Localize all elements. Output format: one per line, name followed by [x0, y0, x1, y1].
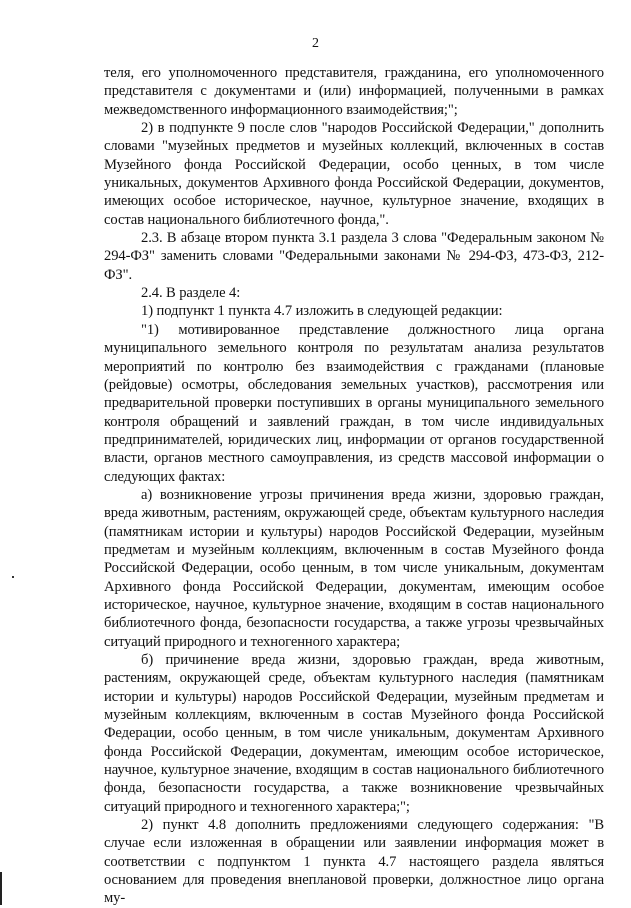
scan-mark	[12, 576, 14, 578]
paragraph-subitem-2-point-4-8: 2) пункт 4.8 дополнить предложениями следующего содержания: "В случае если изложенная в обращении или заявлении информация может в соответствии с подпунктом 1 пункта 4.7 настоящего раздела являться основанием для проведения внеплановой проверки, должностное лицо органа му-	[104, 817, 604, 907]
paragraph-continuation: теля, его уполномоченного представителя, гражданина, его уполномоченного представителя с документами и (или) информацией, полученными в рамках межведомственного информационного взаимодействия;";	[104, 65, 604, 118]
paragraph-2-4: 2.4. В разделе 4:	[141, 285, 241, 302]
scan-edge-mark	[0, 872, 2, 905]
paragraph-quoted-item-1: "1) мотивированное представление должностного лица органа муниципального земельного контроля по результатам анализа результатов мероприятий по контролю без взаимодействия с гражданами (плановые (рейдовые) осмотры, обследования земельных участков), рассмотрения или предварительной проверки поступивших в органы муниципального земельного контроля обращений и заявлений граждан, в том числе индивидуальных предпринимателей, юридических лиц, информации от органов государственной власти, органов местного самоуправления, из средств массовой информации о следующих фактах:	[104, 321, 604, 485]
document-body	[104, 64, 604, 908]
paragraph-item-b: б) причинение вреда жизни, здоровью граждан, вреда животным, растениям, окружающей среде, объектам культурного наследия (памятникам истории и культуры) народов Российской Федерации, музейным предметам и музейным коллекциям, включенным в состав Музейного фонда Российской Федерации, особо ценным, в том числе уникальным, документам Архивного фонда Российской Федерации, документам, имеющим особое историческое, научное, культурное значение, входящим в состав национального библиотечного фонда, безопасности государства, а также возникновение чрезвычайных ситуаций природного и техногенного характера;";	[104, 652, 604, 815]
paragraph-item-a: а) возникновение угрозы причинения вреда жизни, здоровью граждан, вреда животным, растениям, окружающей среде, объектам культурного наследия (памятникам истории и культуры) народов Российской Федерации, музейным предметам и музейным коллекциям, включенным в состав Музейного фонда Российской Федерации, особо ценным, в том числе уникальным, документам Архивного фонда Российской Федерации, документам, имеющим особое историческое, научное, культурное значение, входящим в состав национального библиотечного фонда, безопасности государства, а также угрозы чрезвычайных ситуаций природного и техногенного характера;	[104, 486, 604, 650]
page-number: 2	[312, 36, 319, 51]
paragraph-2-3: 2.3. В абзаце втором пункта 3.1 раздела 3 слова "Федеральным законом № 294-ФЗ" заменить словами "Федеральными законами № 294-ФЗ, 473-ФЗ, 212-ФЗ".	[104, 230, 604, 283]
paragraph-subitem-2: 2) в подпункте 9 после слов "народов Российской Федерации," дополнить словами "музейных предметов и музейных коллекций, включенных в состав Музейного фонда Российской Федерации, особо ценных, в том числе уникальных, документов Архивного фонда Российской Федерации, документов, имеющих особое историческое, научное, культурное значение, входящих в состав национального библиотечного фонда,".	[104, 120, 604, 228]
paragraph-subitem-1: 1) подпункт 1 пункта 4.7 изложить в следующей редакции:	[141, 303, 503, 320]
